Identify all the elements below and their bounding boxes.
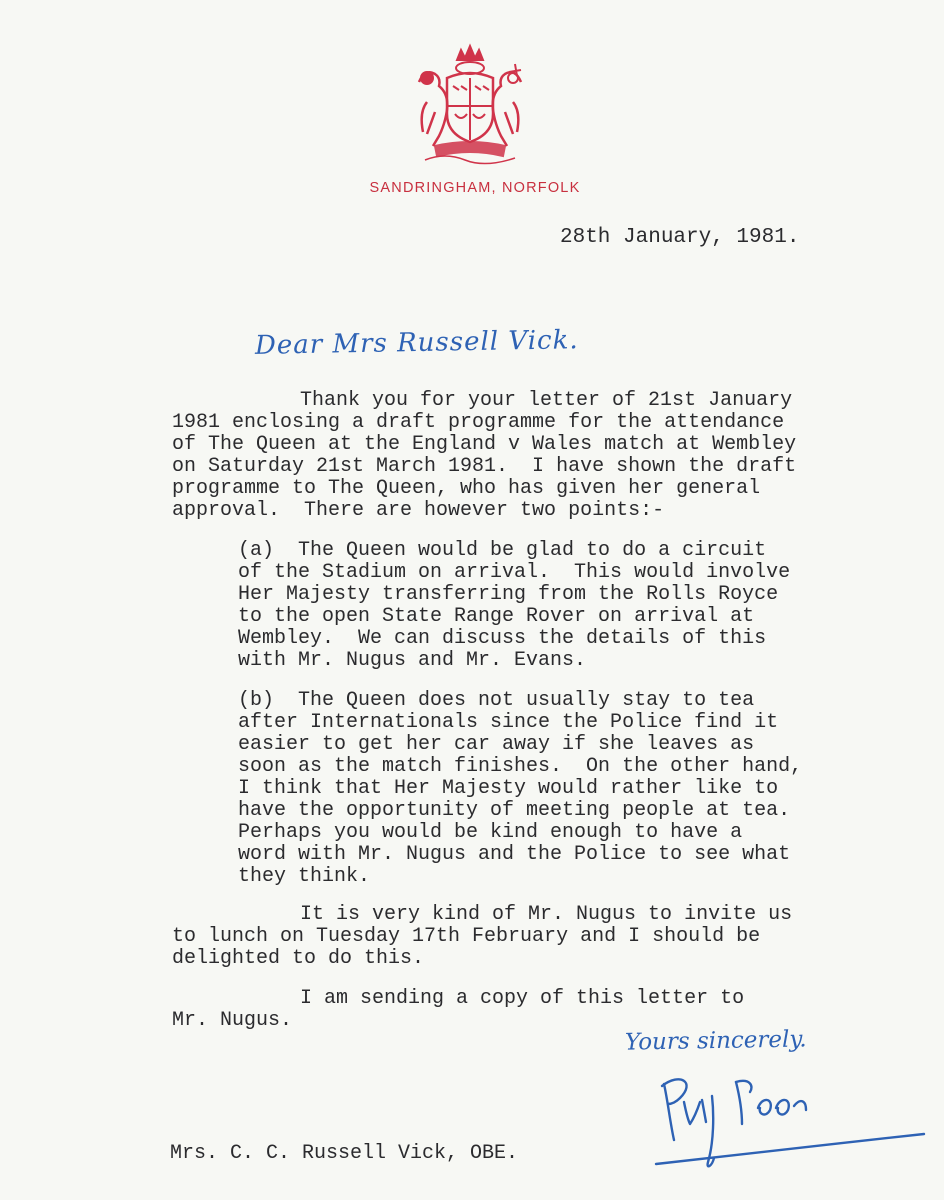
body-line: (a) The Queen would be glad to do a circuit bbox=[238, 539, 767, 562]
body-line: delighted to do this. bbox=[172, 947, 425, 970]
body-line: of the Stadium on arrival. This would involve bbox=[238, 561, 791, 584]
handwritten-closing: Yours sincerely. bbox=[624, 1026, 807, 1056]
letter-date: 28th January, 1981. bbox=[560, 226, 800, 249]
body-line: to lunch on Tuesday 17th February and I should be bbox=[172, 925, 761, 948]
body-line: I am sending a copy of this letter to bbox=[300, 987, 745, 1010]
body-line: they think. bbox=[238, 865, 371, 888]
body-line: Mr. Nugus. bbox=[172, 1009, 293, 1032]
royal-coat-of-arms-icon bbox=[405, 42, 535, 172]
body-line: 1981 enclosing a draft programme for the attendance bbox=[172, 411, 785, 434]
body-line: I think that Her Majesty would rather like to bbox=[238, 777, 779, 800]
body-line: have the opportunity of meeting people at tea. bbox=[238, 799, 791, 822]
body-line: approval. There are however two points:- bbox=[172, 499, 665, 522]
body-line: of The Queen at the England v Wales match at Wembley bbox=[172, 433, 797, 456]
letterhead-address: SANDRINGHAM, NORFOLK bbox=[369, 180, 581, 196]
body-line: Wembley. We can discuss the details of this bbox=[238, 627, 767, 650]
body-line: word with Mr. Nugus and the Police to see what bbox=[238, 843, 791, 866]
body-line: to the open State Range Rover on arrival at bbox=[238, 605, 755, 628]
handwritten-signature bbox=[650, 1062, 930, 1182]
body-line: on Saturday 21st March 1981. I have shown the draft bbox=[172, 455, 797, 478]
body-line: (b) The Queen does not usually stay to tea bbox=[238, 689, 755, 712]
handwritten-salutation: Dear Mrs Russell Vick. bbox=[254, 325, 579, 361]
body-line: It is very kind of Mr. Nugus to invite us bbox=[300, 903, 793, 926]
recipient-name: Mrs. C. C. Russell Vick, OBE. bbox=[170, 1142, 519, 1165]
body-line: easier to get her car away if she leaves as bbox=[238, 733, 755, 756]
body-line: Thank you for your letter of 21st January bbox=[300, 389, 793, 412]
body-line: with Mr. Nugus and Mr. Evans. bbox=[238, 649, 587, 672]
body-line: after Internationals since the Police find it bbox=[238, 711, 779, 734]
body-line: programme to The Queen, who has given her general bbox=[172, 477, 761, 500]
body-line: Her Majesty transferring from the Rolls Royce bbox=[238, 583, 779, 606]
body-line: Perhaps you would be kind enough to have a bbox=[238, 821, 743, 844]
body-line: soon as the match finishes. On the other hand, bbox=[238, 755, 803, 778]
